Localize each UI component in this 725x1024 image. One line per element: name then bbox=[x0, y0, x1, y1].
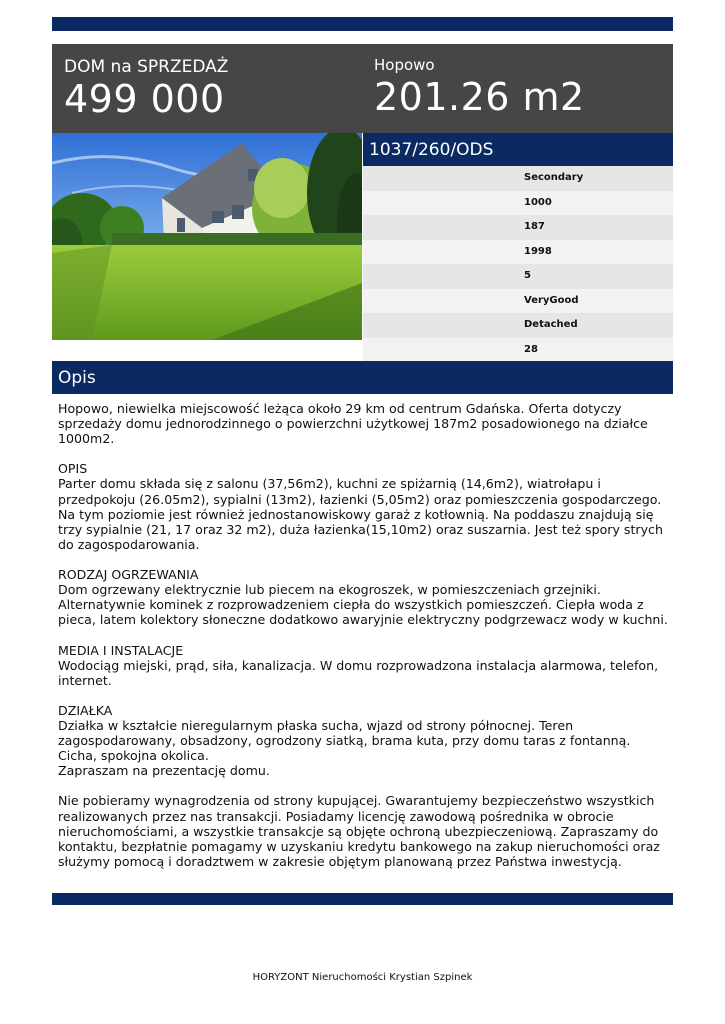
listing-header bbox=[52, 44, 673, 133]
attribute-market: Secondary bbox=[524, 172, 584, 183]
house-photo bbox=[52, 133, 362, 340]
attribute-row bbox=[363, 264, 673, 289]
listing-type-label: DOM na SPRZEDAŻ bbox=[64, 57, 229, 77]
listing-price: 499 000 bbox=[64, 77, 225, 121]
listing-reference: 1037/260/ODS bbox=[369, 140, 494, 160]
attribute-row bbox=[363, 289, 673, 314]
description-paragraph: DZIAŁKA Działka w kształcie nieregularnym płaska sucha, wjazd od strony północnej. Teren zagospodarowany, obsadzony, ogrodzony siatką, brama kuta, przy domu taras z fontanną. Cicha, spokojna okolica. Zapraszam na prezentację domu. bbox=[58, 702, 631, 779]
description-paragraph: RODZAJ OGRZEWANIA Dom ogrzewany elektrycznie lub piecem na ekogroszek, w pomieszczeniach grzejniki. Alternatywnie kominek z rozprowadzeniem ciepła do wszystkich pomieszczeń. Ciepła woda z pieca, latem kolektory słoneczne dodatkowo awaryjnie elektryczny podgrzewacz wody w kuchni. bbox=[58, 567, 668, 628]
attribute-row bbox=[363, 240, 673, 265]
attribute-building-type: Detached bbox=[524, 319, 578, 330]
attribute-plot-size: 1000 bbox=[524, 196, 552, 208]
attribute-row bbox=[363, 338, 673, 363]
description-heading: Opis bbox=[58, 368, 96, 388]
listing-area: 201.26 m2 bbox=[374, 75, 585, 119]
attribute-usable-area: 187 bbox=[524, 221, 545, 232]
description-paragraph: Nie pobieramy wynagrodzenia od strony kupującej. Gwarantujemy bezpieczeństwo wszystkich realizowanych przez nas transakcji. Posiadamy licencję zawodową pośrednika w obrocie nieruchomościami, a wszystkie transakcje są objęte ochroną ubezpieczeniową. Zapraszamy do kontaktu, bezpłatnie pomagamy w uzyskaniu kredytu bankowego na zakup nieruchomości oraz służymy pomocą i doradztwem w zakresie objętym planowaną przez Państwa inwestycją. bbox=[58, 793, 660, 869]
description-paragraph: Hopowo, niewielka miejscowość leżąca około 29 km od centrum Gdańska. Oferta dotyczy sprzedaży domu jednorodzinnego o powierzchni użytkowej 187m2 posadowionego na działce 1000m2. bbox=[58, 401, 648, 447]
bottom-accent-bar bbox=[52, 893, 673, 905]
attribute-build-year: 1998 bbox=[524, 245, 552, 257]
description-body bbox=[58, 401, 670, 884]
attributes-table bbox=[363, 166, 673, 362]
reference-bar bbox=[363, 133, 673, 166]
description-paragraph: MEDIA I INSTALACJE Wodociąg miejski, prąd, siła, kanalizacja. W domu rozprowadzona instalacja alarmowa, telefon, internet. bbox=[58, 642, 659, 688]
attribute-condition: VeryGood bbox=[524, 294, 579, 306]
attribute-rooms: 5 bbox=[524, 270, 531, 281]
header-left bbox=[64, 57, 228, 121]
attribute-other: 28 bbox=[524, 343, 538, 355]
attribute-row bbox=[363, 215, 673, 240]
header-right bbox=[374, 56, 585, 119]
attribute-row bbox=[363, 313, 673, 338]
attribute-row bbox=[363, 166, 673, 191]
footer-agency: HORYZONT Nieruchomości Krystian Szpinek bbox=[252, 972, 473, 983]
description-paragraph: OPIS Parter domu składa się z salonu (37,56m2), kuchni ze spiżarnią (14,6m2), wiatrołapu i przedpokoju (26.05m2), sypialni (13m2), łazienki (5,05m2) oraz pomieszczenia gospodarczego. Na tym poziomie jest również jednostanowiskowy garaż z kotłownią. Na poddaszu znajdują się trzy sypialnie (21, 17 oraz 32 m2), duża łazienka(15,10m2) oraz suszarnia. Jest też spory strych do zagospodarowania. bbox=[58, 461, 663, 552]
attribute-row bbox=[363, 191, 673, 216]
top-accent-bar bbox=[52, 17, 673, 31]
listing-location: Hopowo bbox=[374, 56, 435, 74]
description-heading-bar bbox=[52, 361, 673, 394]
